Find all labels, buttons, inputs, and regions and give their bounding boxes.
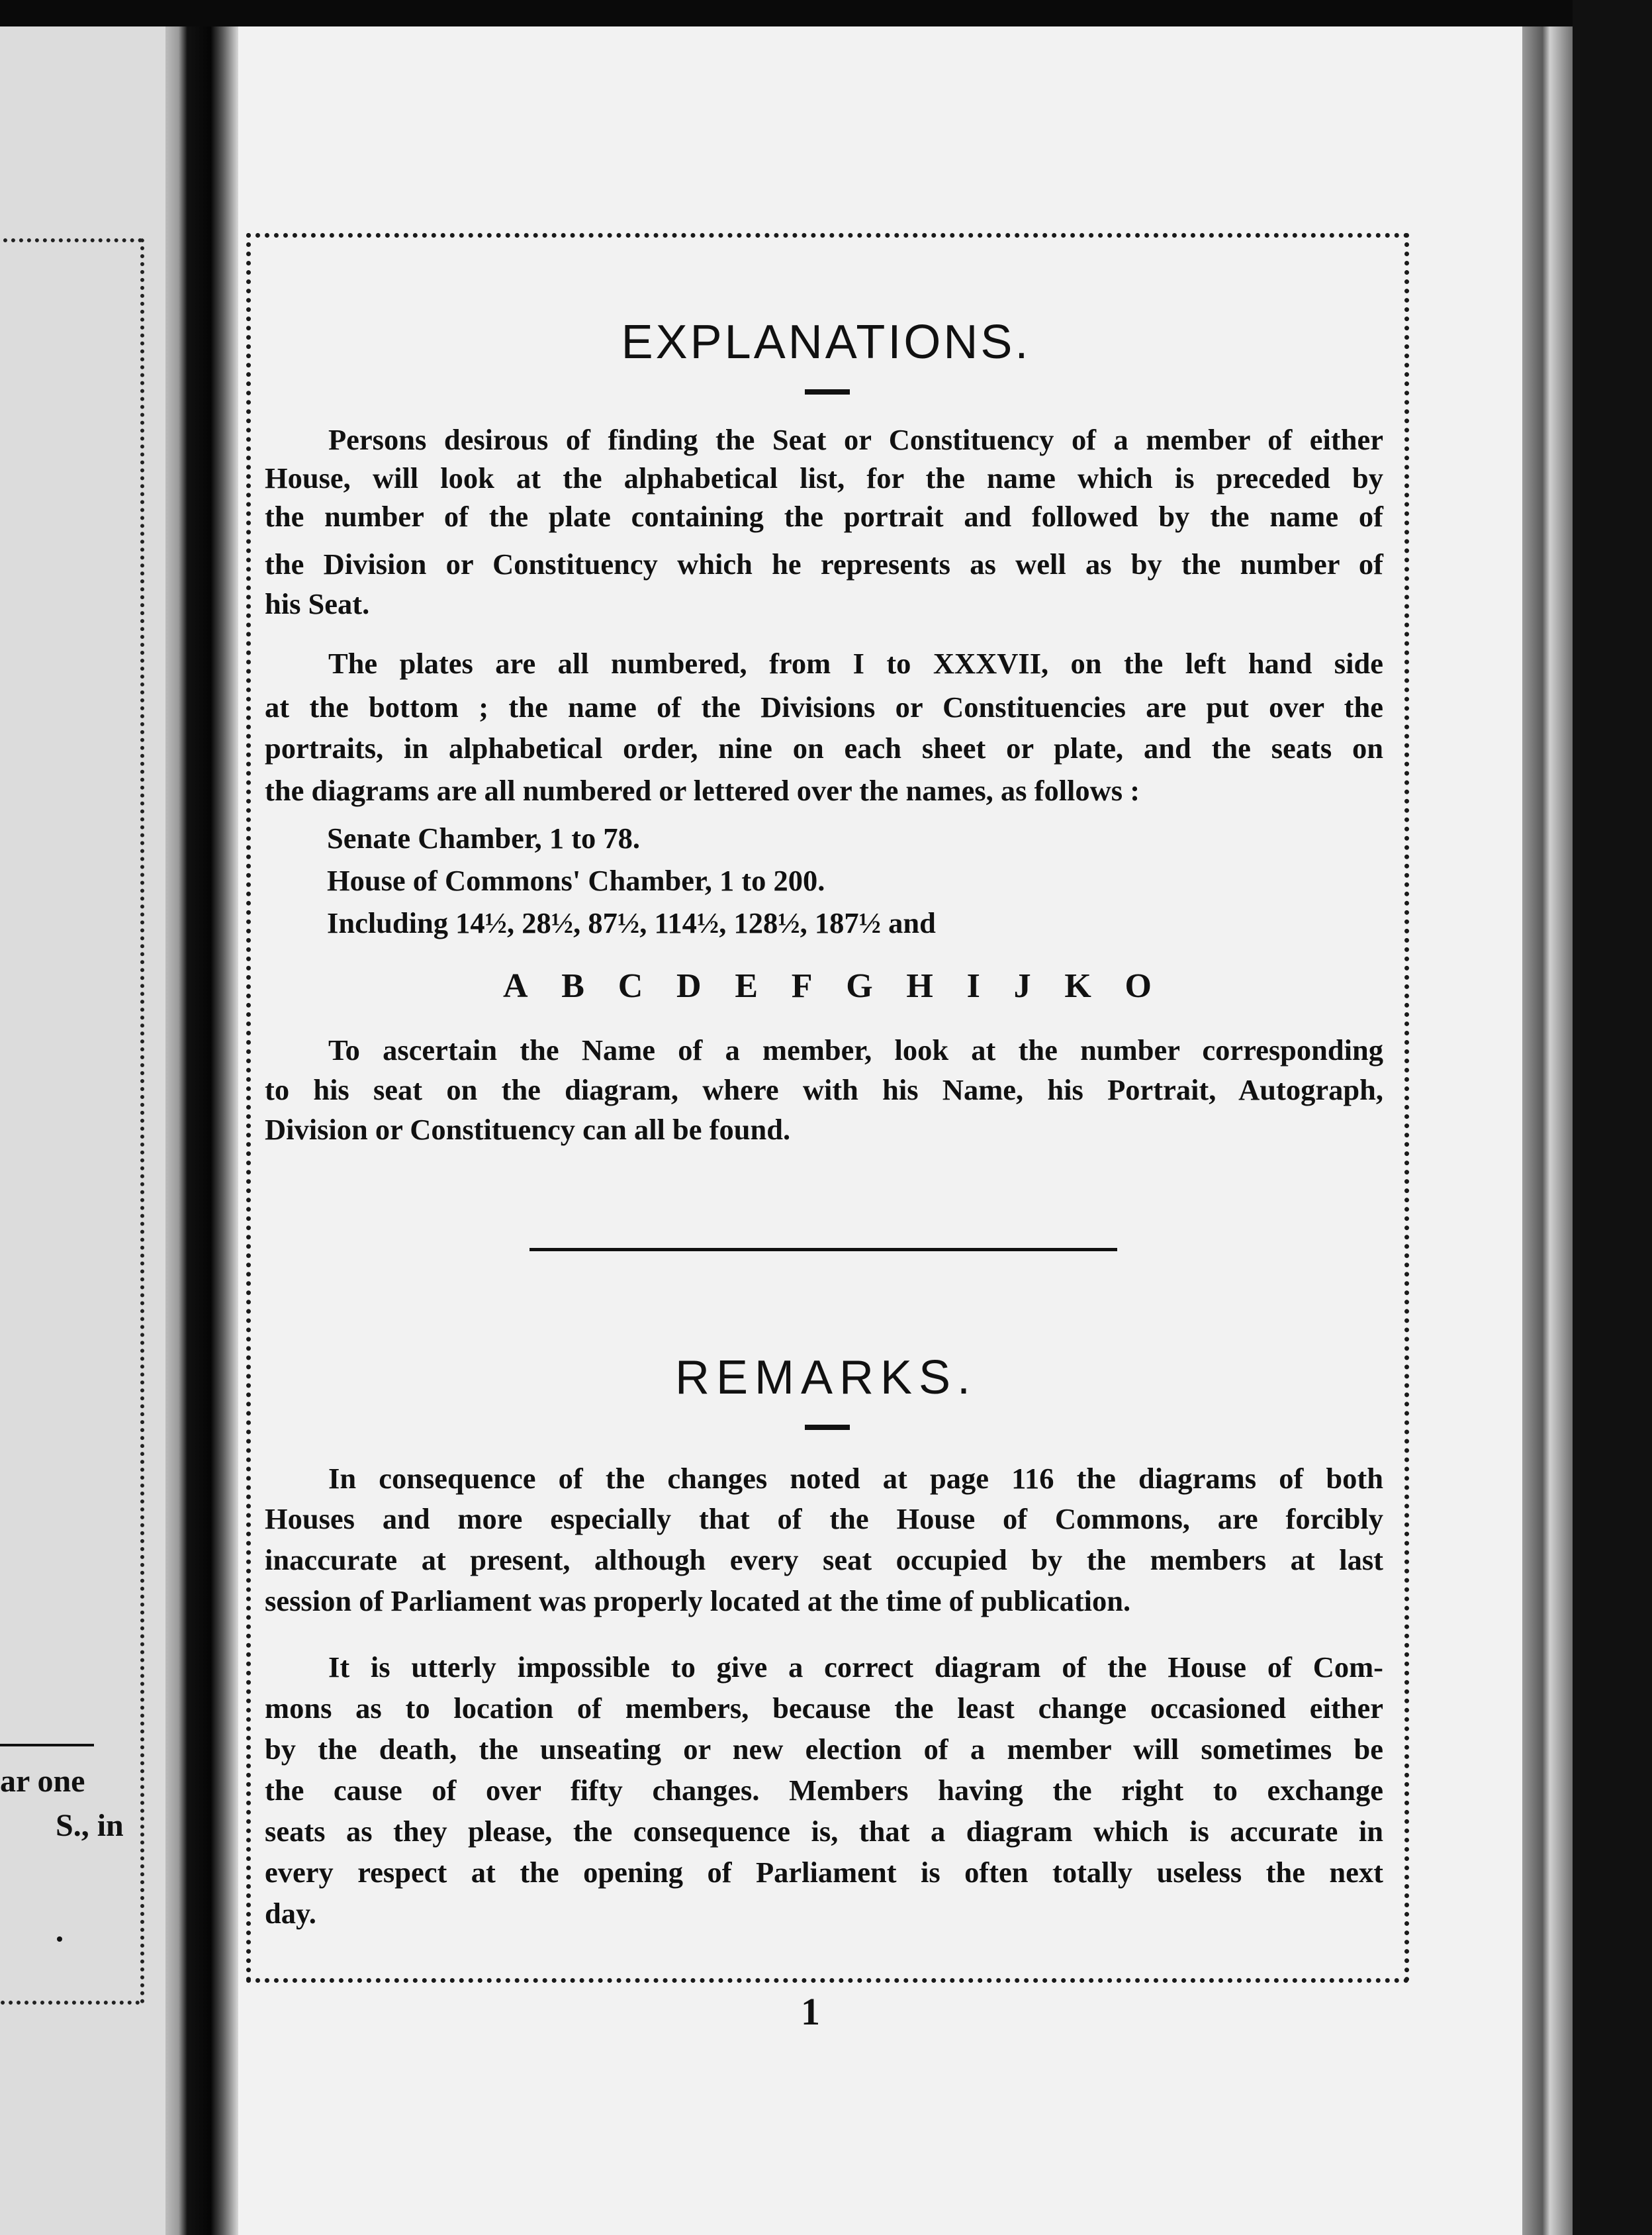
remarks-p2-line: seats as they please, the consequence is, that a diagram which is accurate in: [265, 1815, 1383, 1848]
remarks-p1-line: inaccurate at present, although every seat occupied by the members at last: [265, 1543, 1383, 1576]
seat-letter: H: [906, 967, 933, 1005]
seat-letter: E: [735, 967, 758, 1005]
remarks-p1-line: session of Parliament was properly located at the time of publication.: [265, 1584, 1131, 1617]
explanations-p1-line: his Seat.: [265, 587, 370, 620]
remarks-p1-line: In consequence of the changes noted at page 116 the diagrams of both: [328, 1462, 1383, 1495]
heading-dash: [805, 1425, 850, 1430]
explanations-p3-line: To ascertain the Name of a member, look at the number corresponding: [328, 1033, 1383, 1067]
remarks-heading: REMARKS.: [674, 1351, 978, 1404]
explanations-p3-line: to his seat on the diagram, where with his Name, his Portrait, Autograph,: [265, 1073, 1383, 1106]
remarks-p2-line: day.: [265, 1897, 316, 1930]
senate-chamber-range: Senate Chamber, 1 to 78.: [327, 822, 641, 855]
remarks-p2-line: by the death, the unseating or new election of a member will sometimes be: [265, 1733, 1383, 1766]
seat-letter: O: [1124, 967, 1152, 1005]
left-page-dotted-border: [0, 238, 144, 2005]
explanations-p1-line: the number of the plate containing the portrait and followed by the name of: [265, 500, 1383, 533]
remarks-p2-line: every respect at the opening of Parliament is often totally useless the next: [265, 1856, 1383, 1889]
explanations-p1-line: the Division or Constituency which he represents as well as by the number of: [265, 547, 1383, 581]
page-number: 1: [801, 1990, 820, 2033]
left-page-rule: [0, 1744, 94, 1746]
seat-letter: F: [791, 967, 813, 1005]
section-divider-rule: [529, 1248, 1117, 1251]
explanations-p2-line: portraits, in alphabetical order, nine on each sheet or plate, and the seats on: [265, 732, 1383, 765]
seat-letter: I: [966, 967, 980, 1005]
seat-letters-row: [503, 967, 1152, 1006]
heading-dash: [805, 389, 850, 395]
scan-top-edge: [0, 0, 1652, 26]
including-fractional-seats: Including 14½, 28½, 87½, 114½, 128½, 187½ and: [327, 906, 936, 939]
explanations-p2-line: the diagrams are all numbered or lettered over the names, as follows :: [265, 774, 1140, 807]
seat-letter: K: [1064, 967, 1091, 1005]
seat-letter: A: [503, 967, 528, 1005]
explanations-p2-line: at the bottom ; the name of the Divisions or Constituencies are put over the: [265, 690, 1383, 724]
remarks-p2-line: It is utterly impossible to give a correct diagram of the House of Com-: [328, 1650, 1383, 1684]
remarks-p2-line: the cause of over fifty changes. Members having the right to exchange: [265, 1774, 1383, 1807]
seat-letter: C: [618, 967, 643, 1005]
seat-letter: J: [1013, 967, 1031, 1005]
explanations-heading: EXPLANATIONS.: [621, 316, 1031, 369]
explanations-p1-line: House, will look at the alphabetical list, for the name which is preceded by: [265, 461, 1383, 495]
seat-letter: G: [846, 967, 873, 1005]
seat-letter: B: [561, 967, 584, 1005]
seat-letter: D: [676, 967, 702, 1005]
remarks-p2-line: mons as to location of members, because the least change occasioned either: [265, 1691, 1383, 1725]
commons-chamber-range: House of Commons' Chamber, 1 to 200.: [327, 864, 825, 897]
explanations-p1-line: Persons desirous of finding the Seat or Constituency of a member of either: [328, 423, 1383, 456]
left-page-text-line-1: ar one: [0, 1764, 85, 1799]
left-page-text-line-2: S., in: [56, 1808, 124, 1843]
explanations-p2-line: The plates are all numbered, from I to XXXVII, on the left hand side: [328, 647, 1383, 680]
left-page-dot: [57, 1936, 62, 1942]
explanations-p3-line: Division or Constituency can all be found.: [265, 1113, 791, 1146]
remarks-p1-line: Houses and more especially that of the House of Commons, are forcibly: [265, 1502, 1383, 1535]
